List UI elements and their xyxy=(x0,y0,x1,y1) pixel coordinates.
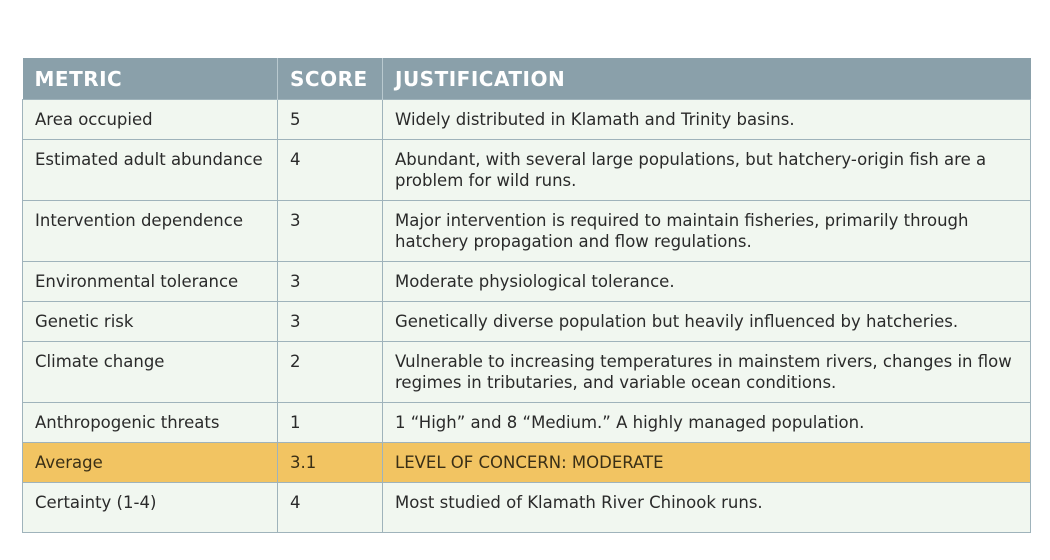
score-cell: 2 xyxy=(278,342,383,403)
score-cell: 4 xyxy=(278,140,383,201)
table-row xyxy=(23,302,1031,342)
table-row xyxy=(23,483,1031,533)
average-row xyxy=(23,443,1031,483)
table-row xyxy=(23,100,1031,140)
table-row xyxy=(23,403,1031,443)
table-row xyxy=(23,342,1031,403)
justification-cell: Major intervention is required to maintain fisheries, primarily through hatchery propagation and flow regulations. xyxy=(383,201,1031,262)
score-cell: 1 xyxy=(278,403,383,443)
metric-cell: Estimated adult abundance xyxy=(23,140,278,201)
score-cell: 3 xyxy=(278,262,383,302)
metric-cell: Environmental tolerance xyxy=(23,262,278,302)
justification-cell: Genetically diverse population but heavily influenced by hatcheries. xyxy=(383,302,1031,342)
table-row xyxy=(23,140,1031,201)
metrics-table-container xyxy=(22,58,1030,533)
metrics-table xyxy=(22,58,1031,533)
metric-cell: Intervention dependence xyxy=(23,201,278,262)
header-score: SCORE xyxy=(278,58,383,100)
score-cell: 3.1 xyxy=(278,443,383,483)
justification-cell: 1 “High” and 8 “Medium.” A highly managed population. xyxy=(383,403,1031,443)
justification-cell: Abundant, with several large populations, but hatchery-origin fish are a problem for wild runs. xyxy=(383,140,1031,201)
header-metric: METRIC xyxy=(23,58,278,100)
score-cell: 5 xyxy=(278,100,383,140)
table-header-row xyxy=(23,58,1031,100)
justification-cell: Most studied of Klamath River Chinook runs. xyxy=(383,483,1031,533)
metric-cell: Average xyxy=(23,443,278,483)
justification-cell: Vulnerable to increasing temperatures in mainstem rivers, changes in flow regimes in tributaries, and variable ocean conditions. xyxy=(383,342,1031,403)
score-cell: 3 xyxy=(278,201,383,262)
metric-cell: Genetic risk xyxy=(23,302,278,342)
metric-cell: Climate change xyxy=(23,342,278,403)
table-row xyxy=(23,201,1031,262)
metric-cell: Anthropogenic threats xyxy=(23,403,278,443)
score-cell: 4 xyxy=(278,483,383,533)
justification-cell: Widely distributed in Klamath and Trinity basins. xyxy=(383,100,1031,140)
table-row xyxy=(23,262,1031,302)
level-of-concern-cell: LEVEL OF CONCERN: MODERATE xyxy=(383,443,1031,483)
header-justification: JUSTIFICATION xyxy=(383,58,1031,100)
justification-cell: Moderate physiological tolerance. xyxy=(383,262,1031,302)
metric-cell: Certainty (1-4) xyxy=(23,483,278,533)
metric-cell: Area occupied xyxy=(23,100,278,140)
score-cell: 3 xyxy=(278,302,383,342)
